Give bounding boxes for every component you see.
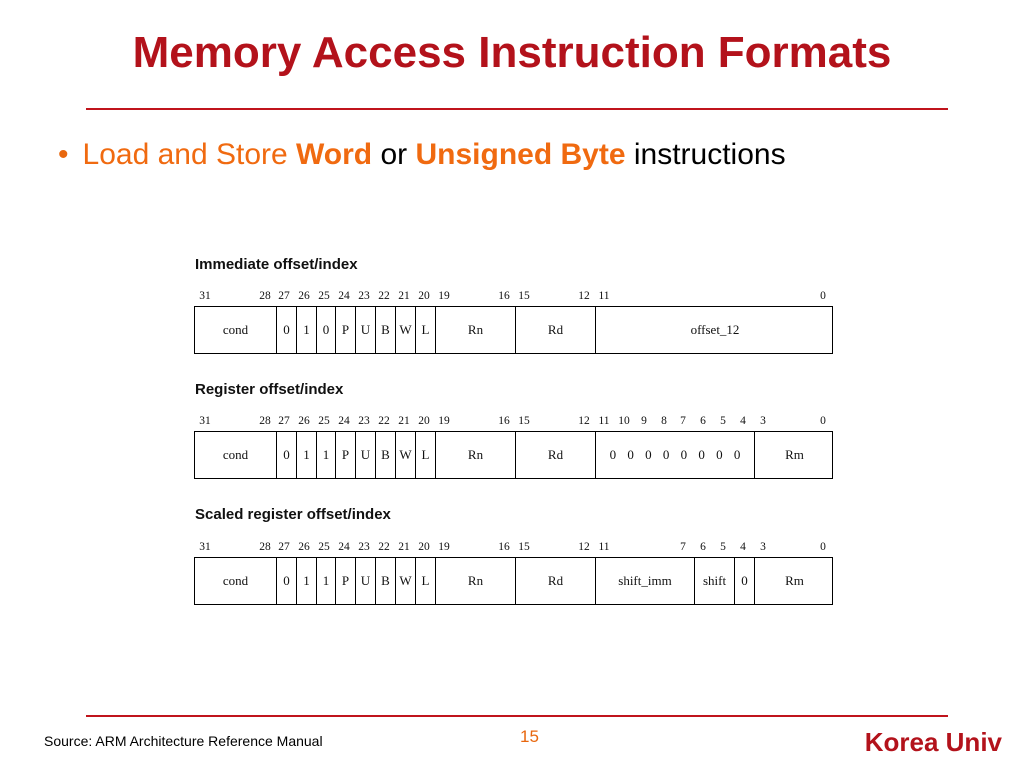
- field-cell: Rd: [515, 307, 595, 353]
- bit-number: 5: [720, 415, 726, 427]
- bit-number: 20: [418, 290, 430, 302]
- bit-number: 3: [760, 541, 766, 553]
- field-cell: L: [415, 307, 435, 353]
- format-row-immediate: [194, 306, 833, 354]
- field-cell: B: [375, 307, 395, 353]
- format-title-register: Register offset/index: [195, 381, 344, 398]
- bit-number: 23: [358, 290, 370, 302]
- bit-number: 19: [438, 541, 450, 553]
- field-cell: cond: [222, 573, 249, 588]
- bit-number: 28: [259, 415, 271, 427]
- bit-number: 19: [438, 415, 450, 427]
- bit-number: 27: [278, 541, 290, 553]
- bit-number: 19: [438, 290, 450, 302]
- bit-number: 31: [199, 290, 211, 302]
- bullet-text-or: or: [372, 138, 416, 171]
- bit-number: 22: [378, 415, 390, 427]
- field-cell: 1: [296, 307, 316, 353]
- field-cell: 0: [276, 558, 296, 604]
- bit-number: 25: [318, 415, 330, 427]
- brand-label: Korea Univ: [864, 727, 1002, 757]
- field-cell: 0: [276, 432, 296, 478]
- field-cell: U: [355, 432, 375, 478]
- bit-number: 24: [338, 290, 350, 302]
- field-cell: P: [335, 432, 355, 478]
- format-row-register: [194, 431, 833, 479]
- bit-number: 28: [259, 541, 271, 553]
- bit-number: 25: [318, 541, 330, 553]
- bit-number: 22: [378, 290, 390, 302]
- field-cell: Rn: [435, 432, 515, 478]
- bit-number: 0: [820, 415, 826, 427]
- bit-number: 16: [498, 290, 510, 302]
- format-row-scaled: [194, 557, 833, 605]
- bit-number: 8: [661, 415, 667, 427]
- field-cell: cond: [222, 322, 249, 337]
- field-cell: P: [335, 558, 355, 604]
- title-divider: [86, 108, 948, 110]
- bit-number: 22: [378, 541, 390, 553]
- field-cell: W: [395, 432, 415, 478]
- field-cell: 1: [296, 558, 316, 604]
- bit-number: 11: [598, 541, 610, 553]
- bullet-text-lead: Load and Store: [82, 138, 297, 171]
- bit-number: 12: [578, 541, 590, 553]
- field-cell: U: [355, 307, 375, 353]
- bit-number: 0: [820, 541, 826, 553]
- field-cell: cond: [222, 447, 249, 462]
- field-cell: Rd: [515, 558, 595, 604]
- bit-number: 26: [298, 415, 310, 427]
- bit-number: 15: [518, 541, 530, 553]
- bit-number: 20: [418, 541, 430, 553]
- field-cell: shift: [694, 558, 734, 604]
- field-cell: W: [395, 558, 415, 604]
- bit-number: 7: [680, 415, 686, 427]
- bit-number: 23: [358, 541, 370, 553]
- bit-number: 10: [618, 415, 630, 427]
- field-cell: offset_12: [595, 307, 834, 353]
- footer-source: Source: ARM Architecture Reference Manual: [44, 733, 323, 749]
- bullet-point: [58, 138, 786, 172]
- field-cell: shift_imm: [595, 558, 694, 604]
- bullet-marker: •: [58, 138, 69, 171]
- field-cell: L: [415, 558, 435, 604]
- bit-number: 24: [338, 541, 350, 553]
- field-cell: Rn: [435, 558, 515, 604]
- bit-number: 6: [700, 415, 706, 427]
- bit-number: 31: [199, 541, 211, 553]
- field-cell: 0: [276, 307, 296, 353]
- field-cell: B: [375, 432, 395, 478]
- field-cell: 0: [316, 307, 335, 353]
- bit-number: 27: [278, 415, 290, 427]
- bit-number: 6: [700, 541, 706, 553]
- bit-number: 5: [720, 541, 726, 553]
- bit-number: 23: [358, 415, 370, 427]
- bit-number: 26: [298, 290, 310, 302]
- bullet-text-tail: instructions: [625, 138, 786, 171]
- bit-number: 26: [298, 541, 310, 553]
- bit-number: 11: [598, 290, 610, 302]
- slide-title: Memory Access Instruction Formats: [132, 28, 892, 77]
- bit-number: 21: [398, 415, 410, 427]
- bit-number: 3: [760, 415, 766, 427]
- field-cell: Rm: [754, 558, 834, 604]
- bit-number: 25: [318, 290, 330, 302]
- field-cell: B: [375, 558, 395, 604]
- field-cell: 1: [316, 558, 335, 604]
- field-cell: L: [415, 432, 435, 478]
- format-title-immediate: Immediate offset/index: [195, 256, 358, 273]
- field-cell: U: [355, 558, 375, 604]
- bit-number: 31: [199, 415, 211, 427]
- bit-number: 4: [740, 541, 746, 553]
- bit-number: 12: [578, 415, 590, 427]
- bit-number: 11: [598, 415, 610, 427]
- bit-number: 7: [680, 541, 686, 553]
- bit-number: 27: [278, 290, 290, 302]
- bit-number: 15: [518, 415, 530, 427]
- field-cell: 0 0 0 0 0 0 0 0: [595, 432, 754, 478]
- field-cell: Rd: [515, 432, 595, 478]
- bit-number: 12: [578, 290, 590, 302]
- field-cell: W: [395, 307, 415, 353]
- page-number: 15: [520, 727, 539, 746]
- bullet-text-unsigned-byte: Unsigned Byte: [415, 138, 626, 171]
- bit-number: 15: [518, 290, 530, 302]
- bit-number: 9: [641, 415, 647, 427]
- bit-number: 16: [498, 415, 510, 427]
- bit-number: 0: [820, 290, 826, 302]
- bit-number: 4: [740, 415, 746, 427]
- format-title-scaled: Scaled register offset/index: [195, 506, 391, 523]
- bit-number: 28: [259, 290, 271, 302]
- field-cell: 1: [296, 432, 316, 478]
- bit-number: 24: [338, 415, 350, 427]
- field-cell: Rm: [754, 432, 834, 478]
- bit-number: 20: [418, 415, 430, 427]
- field-cell: 0: [734, 558, 754, 604]
- bit-number: 16: [498, 541, 510, 553]
- footer-divider: [86, 715, 948, 717]
- field-cell: 1: [316, 432, 335, 478]
- bit-number: 21: [398, 290, 410, 302]
- field-cell: Rn: [435, 307, 515, 353]
- bullet-text-word: Word: [296, 138, 373, 171]
- bit-number: 21: [398, 541, 410, 553]
- field-cell: P: [335, 307, 355, 353]
